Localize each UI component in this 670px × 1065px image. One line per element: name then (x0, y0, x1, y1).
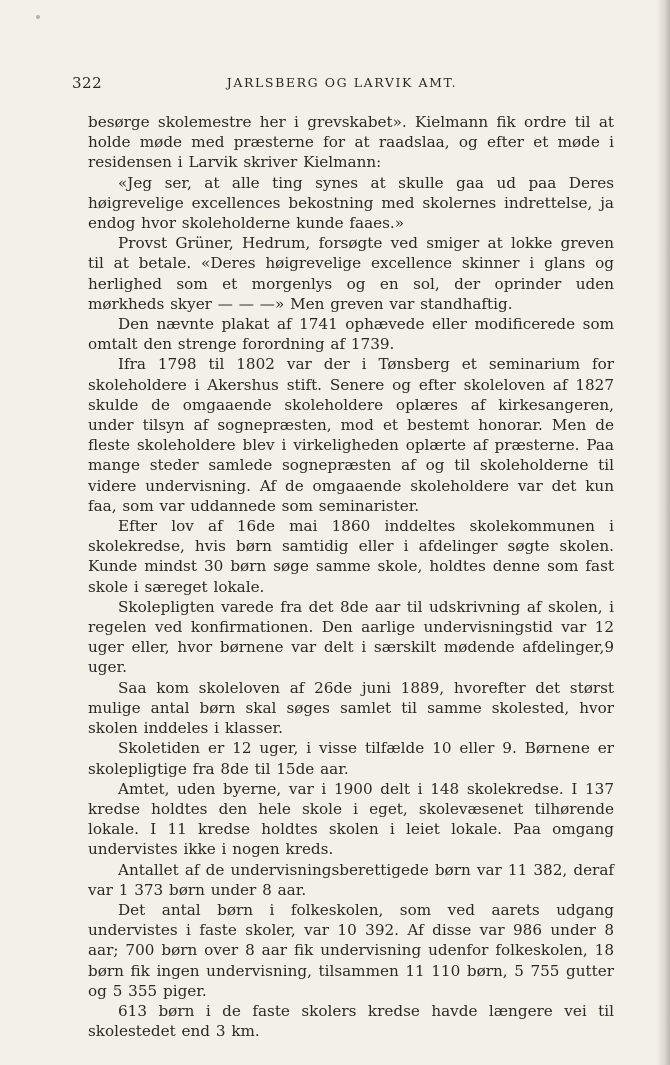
paragraph: Skolepligten varede fra det 8de aar til udskrivning af skolen, i regelen ved konfirmationen. Den aarlige undervisningstid var 12 uger eller, hvor børnene var delt i særskilt mødende afdelinger,9 uger. (88, 597, 614, 677)
paragraph: Provst Grüner, Hedrum, forsøgte ved smiger at lokke greven til at betale. «Deres høigrevelige excellence skinner i glans og herlighed som et morgenlys og en sol, der oprinder uden mørkheds skyer — — —» Men greven var standhaftig. (88, 234, 614, 313)
paragraph: Antallet af de undervisningsberettigede børn var 11 382, deraf var 1 373 børn under 8 aar. (88, 860, 614, 899)
paragraph: Det antal børn i folkeskolen, som ved aarets udgang undervistes i faste skoler, var 10 392. Af disse var 986 under 8 aar; 700 børn over 8 aar fik undervisning udenfor folkeskolen, 18 børn fik ingen undervisning, tilsammen 11 110 børn, 5 755 gutter og 5 355 piger. (88, 900, 614, 1000)
paragraph: Efter lov af 16de mai 1860 inddeltes skolekommunen i skolekredse, hvis børn samtidig eller i afdelinger søgte skolen. Kunde mindst 30 børn søge samme skole, holdtes denne som fast skole i særeget lokale. (88, 517, 614, 596)
page-edge (656, 0, 670, 1065)
paragraph: Saa kom skoleloven af 26de juni 1889, hvorefter det størst mulige antal børn skal søges samlet til samme skolested, hvor skolen inddeles i klasser. (88, 678, 614, 738)
paper-speck (36, 15, 40, 19)
paragraph: besørge skolemestre her i grevskabet». Kielmann fik ordre til at holde møde med præsterne for at raadslaa, og efter et møde i residensen i Larvik skriver Kielmann: (88, 113, 614, 172)
page-header (72, 74, 612, 96)
running-head: JARLSBERG OG LARVIK AMT. (226, 75, 458, 90)
paragraph: Den nævnte plakat af 1741 ophævede eller modificerede som omtalt den strenge forordning af 1739. (88, 315, 614, 354)
paragraph: «Jeg ser, at alle ting synes at skulle gaa ud paa Deres høigrevelige excellences bekostning med skolernes indrettelse, ja endog hvor skoleholderne kunde faaes.» (88, 173, 614, 233)
paragraph: Ifra 1798 til 1802 var der i Tønsberg et seminarium for skoleholdere i Akershus stift. Senere og efter skoleloven af 1827 skulde de omgaaende skoleholdere oplæres af kirkesangeren, under tilsyn af sognepræsten, mod et bestemt honorar. Men de fleste skoleholdere blev i virkeligheden oplærte af præsterne. Paa mange steder samlede sognepræsten af og til skoleholderne til videre undervisning. Af de omgaaende skoleholdere var det kun faa, som var uddannede som seminarister. (88, 355, 614, 515)
paragraph: Amtet, uden byerne, var i 1900 delt i 148 skolekredse. I 137 kredse holdtes den hele skole i eget, skolevæsenet tilhørende lokale. I 11 kredse holdtes skolen i leiet lokale. Paa omgang undervistes ikke i nogen kreds. (88, 779, 614, 859)
paragraph: 613 børn i de faste skolers kredse havde længere vei til skolestedet end 3 km. (88, 1001, 614, 1041)
paragraph: Skoletiden er 12 uger, i visse tilfælde 10 eller 9. Børnene er skolepligtige fra 8de til 15de aar. (88, 739, 614, 778)
body-text (88, 112, 614, 1041)
page-number: 322 (72, 74, 103, 92)
